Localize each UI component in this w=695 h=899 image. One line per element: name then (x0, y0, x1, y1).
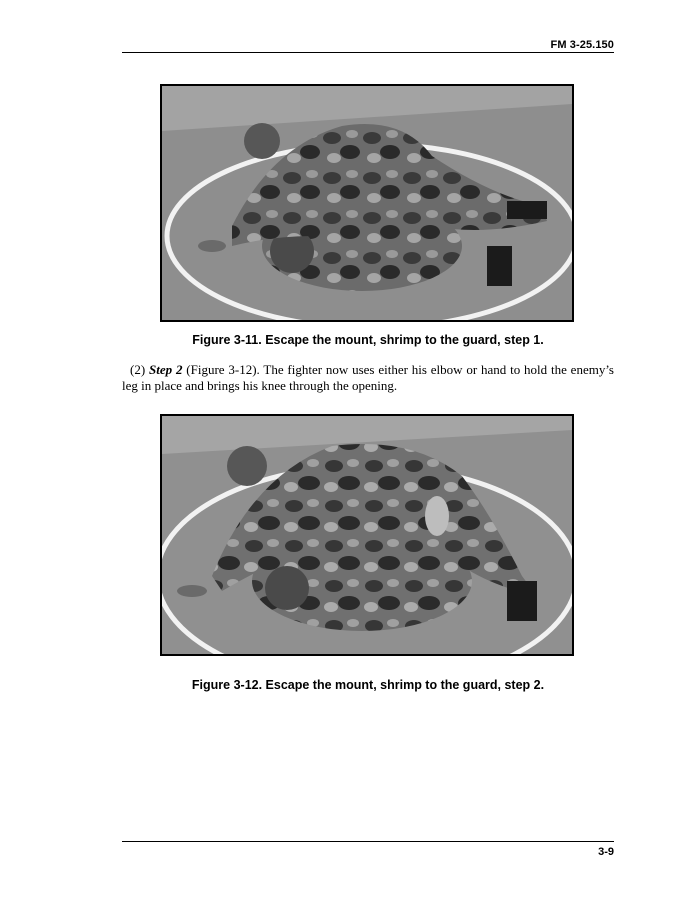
header-rule (122, 52, 614, 53)
step-2-paragraph (122, 362, 614, 394)
step-number: (2) (130, 362, 149, 377)
step-label: Step 2 (149, 362, 183, 377)
footer-rule (122, 841, 614, 842)
figure-3-12-caption: Figure 3-12. Escape the mount, shrimp to the guard, step 2. (191, 678, 545, 692)
figure-3-12-photo (160, 414, 574, 656)
step-body: (Figure 3-12). The fighter now uses either his elbow or hand to hold the enemy’s leg in place and brings his knee through the opening. (122, 362, 614, 393)
figure-3-11-photo (160, 84, 574, 322)
manual-id: FM 3-25.150 (550, 39, 614, 51)
figure-3-11-caption: Figure 3-11. Escape the mount, shrimp to the guard, step 1. (192, 333, 544, 347)
page-number: 3-9 (598, 846, 614, 858)
